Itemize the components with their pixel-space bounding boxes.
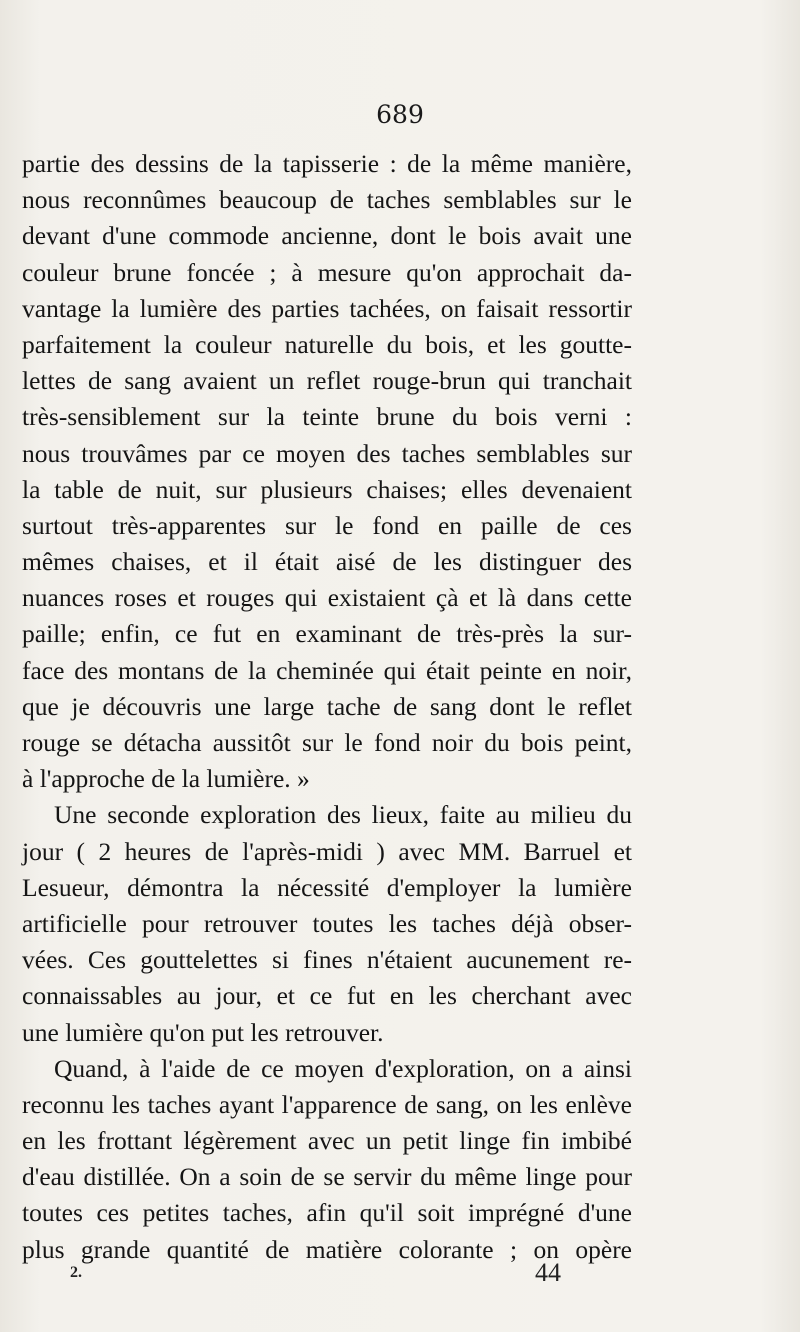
text-line: nous reconnûmes beaucoup de taches semblables sur le xyxy=(22,185,632,215)
text-line: surtout très-apparentes sur le fond en paille de ces xyxy=(22,510,632,540)
text-line: couleur brune foncée ; à mesure qu'on approchait da- xyxy=(22,257,632,287)
text-line: nous trouvâmes par ce moyen des taches semblables sur xyxy=(22,438,632,468)
text-line: plus grande quantité de matière colorante ; on opère xyxy=(22,1234,632,1264)
text-line: vantage la lumière des parties tachées, on faisait ressortir xyxy=(22,293,632,323)
text-line: très-sensiblement sur la teinte brune du bois verni : xyxy=(22,402,632,432)
text-line: rouge se détacha aussitôt sur le fond noir du bois peint, xyxy=(22,728,632,757)
text-line: paille; enfin, ce fut en examinant de très-près la sur- xyxy=(22,619,632,649)
signature-mark: 2. xyxy=(70,1264,82,1281)
text-line: Quand, à l'aide de ce moyen d'exploration, on a ainsi xyxy=(54,1053,632,1083)
text-line: vées. Ces gouttelettes si fines n'étaient aucunement re- xyxy=(22,945,632,975)
page-number: 689 xyxy=(376,100,424,129)
text-line: devant d'une commode ancienne, dont le bois avait une xyxy=(22,221,632,251)
text-line: parfaitement la couleur naturelle du bois, et les goutte- xyxy=(22,329,632,359)
text-line: Lesueur, démontra la nécessité d'employer la lumière xyxy=(22,872,632,902)
text-line: face des montans de la cheminée qui était peinte en noir, xyxy=(22,655,632,685)
text-line: une lumière qu'on put les retrouver. xyxy=(22,1017,384,1047)
text-line: à l'approche de la lumière. » xyxy=(22,764,310,794)
text-line: toutes ces petites taches, afin qu'il soit imprégné d'une xyxy=(22,1198,632,1228)
text-line: artificielle pour retrouver toutes les taches déjà obser- xyxy=(22,908,632,938)
text-line: reconnu les taches ayant l'apparence de sang, on les enlève xyxy=(22,1089,632,1119)
text-line: partie des dessins de la tapisserie : de la même manière, xyxy=(22,149,632,178)
text-line: connaissables au jour, et ce fut en les cherchant avec xyxy=(22,981,632,1011)
text-line: la table de nuit, sur plusieurs chaises; elles devenaient xyxy=(22,474,632,504)
text-line: nuances roses et rouges qui existaient çà et là dans cette xyxy=(22,583,632,613)
text-line: d'eau distillée. On a soin de se servir du même linge pour xyxy=(22,1162,632,1192)
text-line: jour ( 2 heures de l'après-midi ) avec MM. Barruel et xyxy=(22,836,632,866)
text-line: que je découvris une large tache de sang dont le reflet xyxy=(22,691,632,721)
text-line: Une seconde exploration des lieux, faite au milieu du xyxy=(54,800,632,830)
text-line: en les frottant légèrement avec un petit linge fin imbibé xyxy=(22,1126,632,1156)
text-line: lettes de sang avaient un reflet rouge-brun qui tranchait xyxy=(22,366,632,396)
text-line: mêmes chaises, et il était aisé de les distinguer des xyxy=(22,547,632,577)
body-text xyxy=(22,146,632,1268)
folio-number: 44 xyxy=(535,1258,561,1287)
